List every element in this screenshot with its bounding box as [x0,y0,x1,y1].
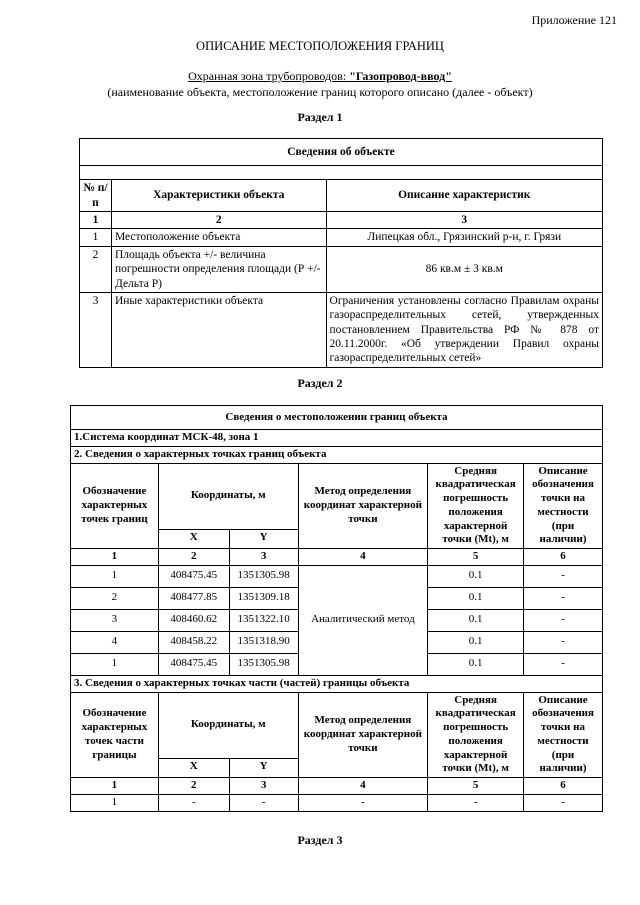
section2-label: Раздел 2 [297,376,343,390]
point-error: 0.1 [428,587,524,609]
index-cell: 1 [71,778,159,795]
point-id: 3 [71,609,159,631]
index-cell: 2 [158,549,229,566]
index-cell: 6 [524,778,603,795]
part3-title: 3. Сведения о характерных точках части (частей) границы объекта [71,675,603,692]
col-designation-header: Обозначение характерных точек границ [71,463,159,549]
col-description-header: Описание характеристик [326,180,602,212]
point-x: 408477.85 [158,587,229,609]
col-method-header: Метод определения координат характерной точки [298,692,428,778]
coord-system: 1.Система координат МСК-48, зона 1 [71,430,603,447]
page-title: ОПИСАНИЕ МЕСТОПОЛОЖЕНИЯ ГРАНИЦ [196,39,444,53]
table-row [80,229,603,246]
col-location-header: Описание обозначения точки на местности (при наличии) [524,692,603,778]
object-name: "Газопровод-ввод" [349,69,452,83]
index-cell: 4 [298,778,428,795]
section3-label: Раздел 3 [297,833,343,847]
index-cell: 3 [229,778,298,795]
point-error: 0.1 [428,609,524,631]
object-line [0,69,640,84]
part-point-error: - [428,794,524,811]
col-method-header: Метод определения координат характерной точки [298,463,428,549]
point-id: 2 [71,587,159,609]
section1-label: Раздел 1 [297,110,343,124]
object-note: (наименование объекта, местоположение границ которого описано (далее - объект) [107,85,533,99]
col-coords-header: Координаты, м [158,463,298,529]
appendix-label: Приложение 121 [531,13,617,27]
col-number-header: № п/п [80,180,112,212]
part-point-y: - [229,794,298,811]
row-number: 1 [80,229,112,246]
index-cell: 1 [80,212,112,229]
col-x-header: X [158,529,229,549]
col-coords-header: Координаты, м [158,692,298,758]
point-location: - [524,631,603,653]
point-error: 0.1 [428,631,524,653]
row-description: Липецкая обл., Грязинский р-н, г. Грязи [326,229,602,246]
col-x-header: X [158,758,229,778]
index-cell: 6 [524,549,603,566]
point-x: 408475.45 [158,565,229,587]
row-characteristic: Иные характеристики объекта [111,292,326,367]
table2-title: Сведения о местоположении границ объекта [71,406,603,430]
point-location: - [524,609,603,631]
part-point-location: - [524,794,603,811]
col-y-header: Y [229,529,298,549]
point-id: 1 [71,653,159,675]
row-characteristic: Площадь объекта +/- величина погрешности определения площади (Р +/- Дельта Р) [111,246,326,292]
point-y: 1351322.10 [229,609,298,631]
col-designation-part-header: Обозначение характерных точек части границы [71,692,159,778]
point-location: - [524,587,603,609]
index-cell: 2 [158,778,229,795]
point-location: - [524,653,603,675]
part-point-method: - [298,794,428,811]
point-error: 0.1 [428,565,524,587]
table1-spacer [80,166,603,180]
table1-title: Сведения об объекте [80,139,603,166]
point-x: 408460.62 [158,609,229,631]
point-id: 1 [71,565,159,587]
index-cell: 3 [229,549,298,566]
point-y: 1351309.18 [229,587,298,609]
part2-title: 2. Сведения о характерных точках границ объекта [71,446,603,463]
boundary-points-table [70,405,603,812]
index-cell: 5 [428,778,524,795]
col-error-header: Средняя квадратическая погрешность положения характерной точки (Mt), м [428,463,524,549]
row-number: 3 [80,292,112,367]
row-description: 86 кв.м ± 3 кв.м [326,246,602,292]
point-error: 0.1 [428,653,524,675]
table-row [80,246,603,292]
col-characteristics-header: Характеристики объекта [111,180,326,212]
point-location: - [524,565,603,587]
point-id: 4 [71,631,159,653]
row-number: 2 [80,246,112,292]
index-cell: 1 [71,549,159,566]
col-y-header: Y [229,758,298,778]
part-point-id: 1 [71,794,159,811]
point-y: 1351305.98 [229,653,298,675]
index-cell: 5 [428,549,524,566]
table-row [71,794,603,811]
part-point-x: - [158,794,229,811]
row-description: Ограничения установлены согласно Правилам охраны газораспределительных сетей, утвержденных постановлением Правительства РФ № 878 от 20.11.2000г. «Об утверждении Правил охраны газораспределительных сетей» [326,292,602,367]
index-cell: 3 [326,212,602,229]
index-cell: 2 [111,212,326,229]
point-y: 1351305.98 [229,565,298,587]
row-characteristic: Местоположение объекта [111,229,326,246]
point-x: 408475.45 [158,653,229,675]
object-info-table [79,138,603,368]
col-location-header: Описание обозначения точки на местности (при наличии) [524,463,603,549]
object-line-prefix: Охранная зона трубопроводов: [188,69,350,83]
point-y: 1351318.90 [229,631,298,653]
method-value: Аналитический метод [298,565,428,675]
col-error-header: Средняя квадратическая погрешность положения характерной точки (Mt), м [428,692,524,778]
point-x: 408458.22 [158,631,229,653]
table-row [80,292,603,367]
table-row [71,565,603,587]
index-cell: 4 [298,549,428,566]
